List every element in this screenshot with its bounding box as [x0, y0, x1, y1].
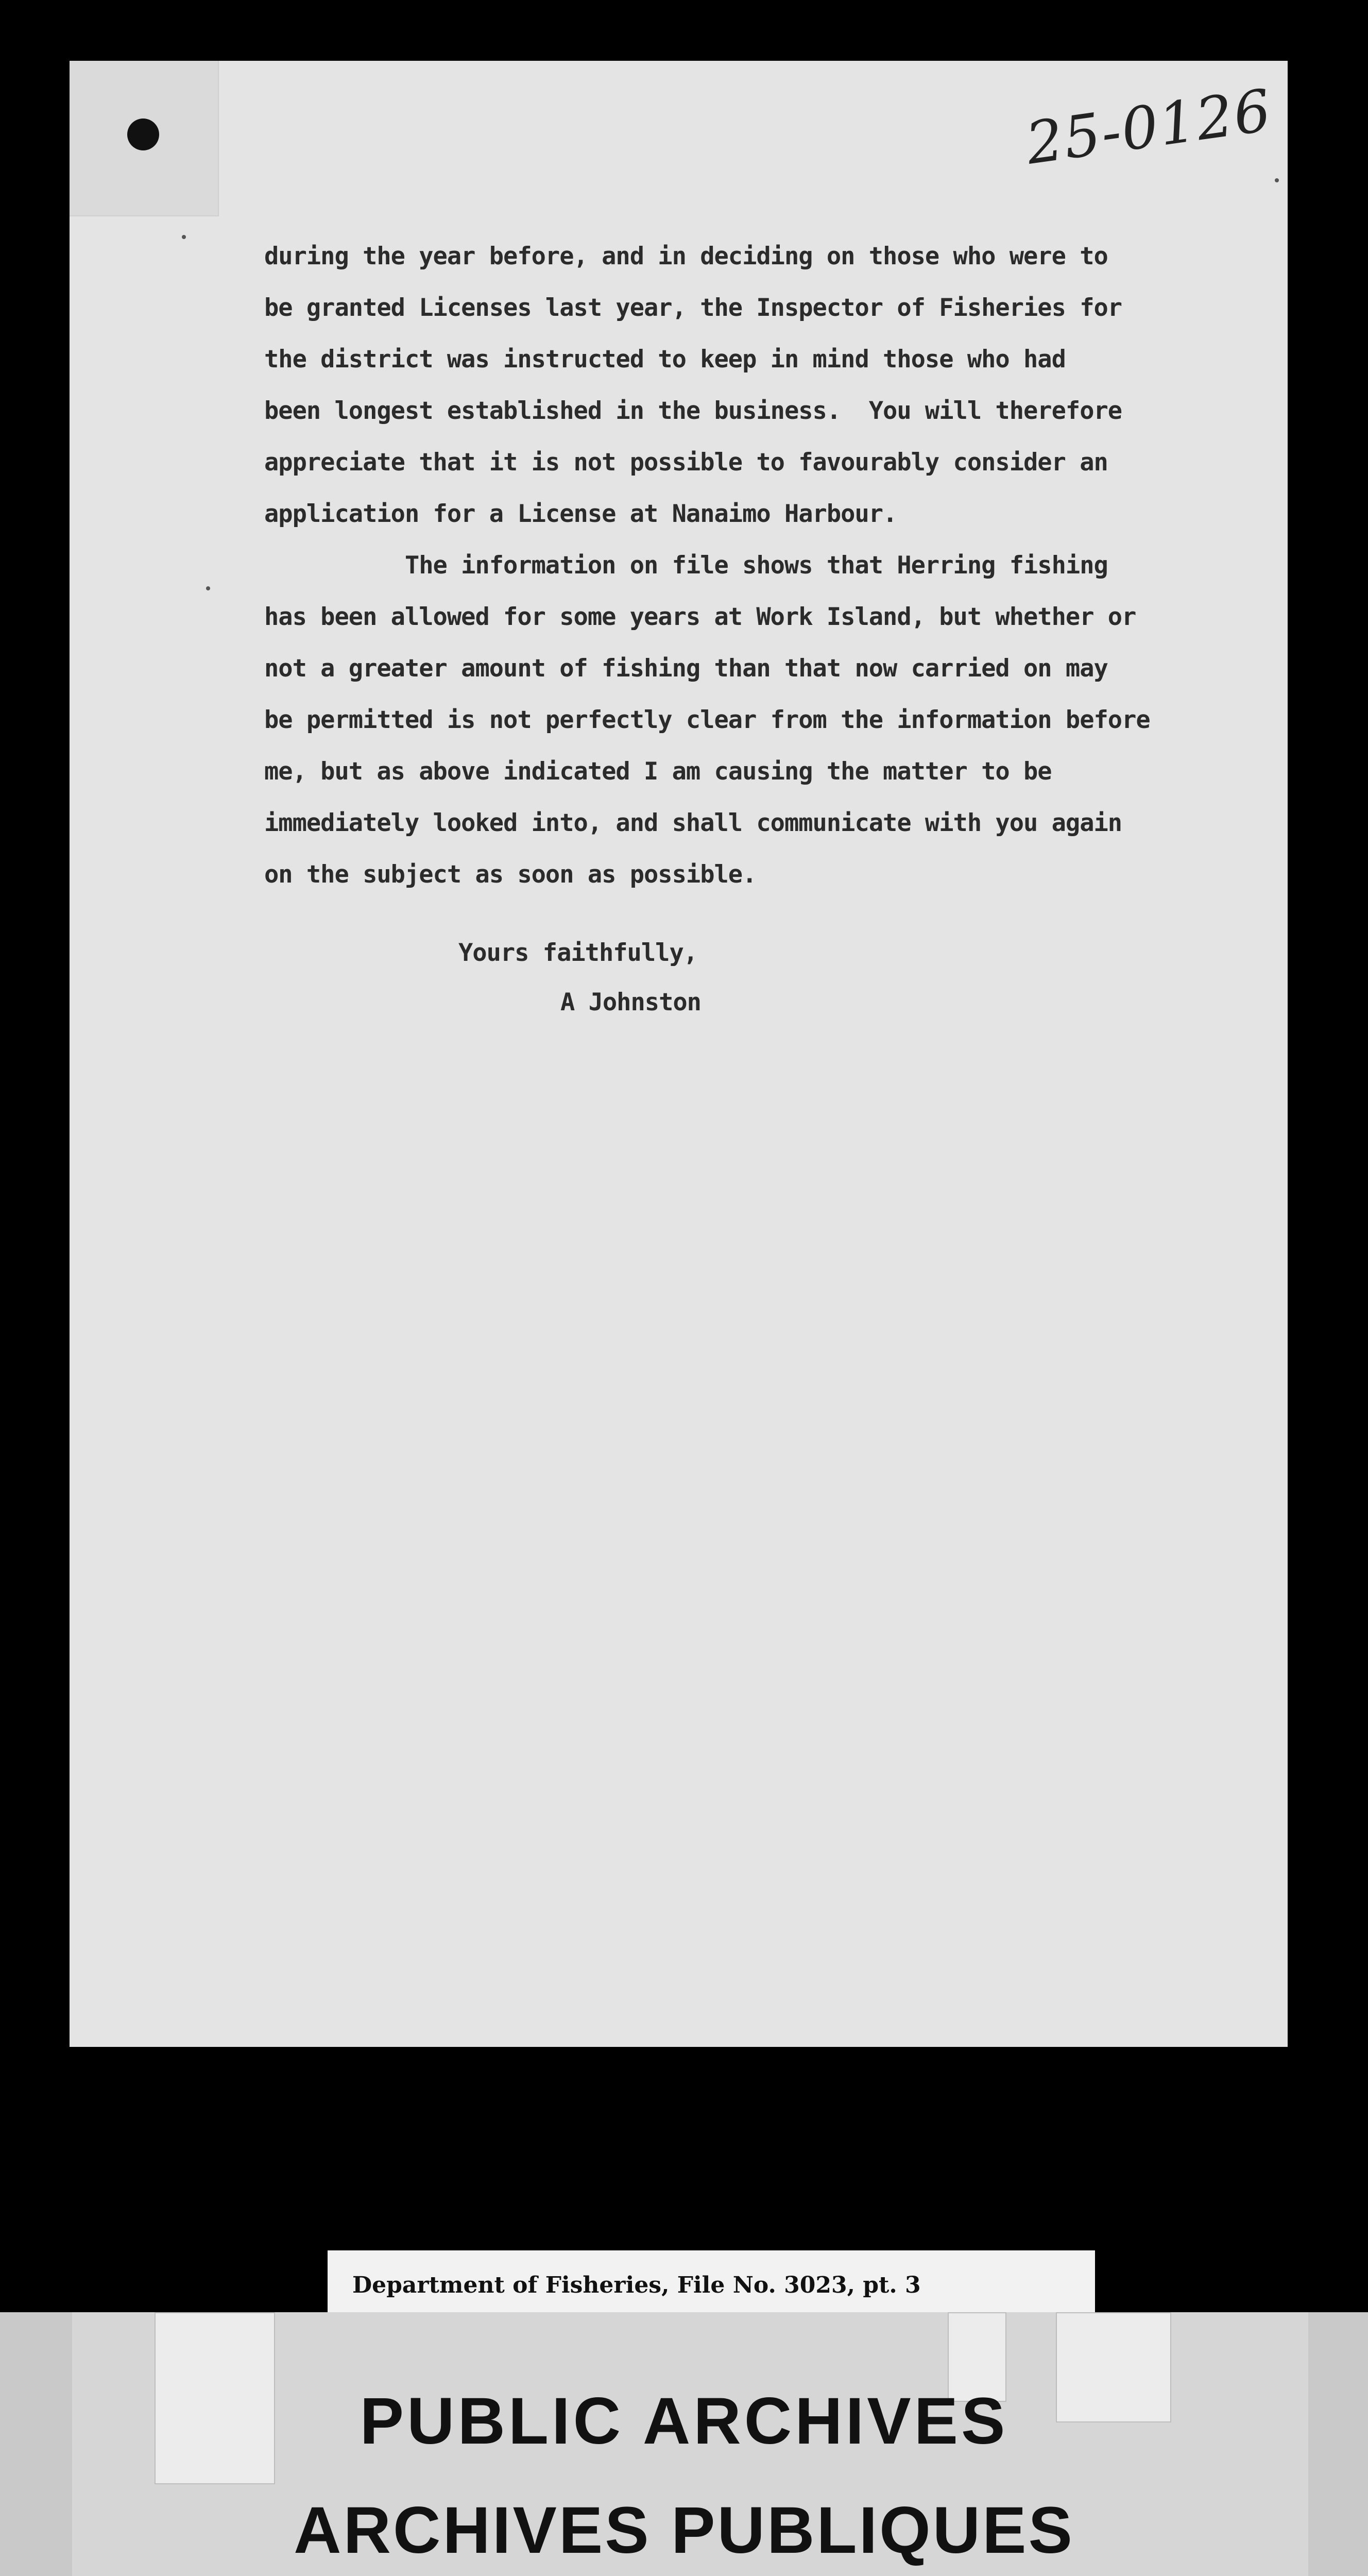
letter-line: immediately looked into, and shall communicate with you again	[264, 809, 1122, 837]
file-label-strip	[328, 2250, 1095, 2312]
letter-page	[70, 61, 1288, 2047]
paper-speck	[1275, 178, 1279, 182]
letter-line: application for a License at Nanaimo Harbour.	[264, 500, 897, 528]
letter-line: during the year before, and in deciding on those who were to	[264, 242, 1108, 270]
paper-speck	[206, 586, 210, 590]
letter-line: has been allowed for some years at Work Island, but whether or	[264, 603, 1136, 631]
letter-line: be granted Licenses last year, the Inspector of Fisheries for	[264, 294, 1122, 322]
letter-line: on the subject as soon as possible.	[264, 860, 757, 889]
handwritten-file-number: 25-0126	[1021, 77, 1276, 178]
letter-line: The information on file shows that Herring fishing	[264, 551, 1108, 580]
letter-line: me, but as above indicated I am causing the matter to be	[264, 757, 1052, 786]
letter-line: appreciate that it is not possible to favourably consider an	[264, 448, 1108, 477]
letter-closing	[458, 928, 701, 1027]
file-label-text: Department of Fisheries, File No. 3023, pt. 3	[352, 2272, 921, 2298]
paper-speck	[182, 235, 186, 239]
stamp-archives-publiques: ARCHIVES PUBLIQUES	[294, 2494, 1074, 2567]
punch-hole	[127, 118, 159, 150]
stamp-public-archives: PUBLIC ARCHIVES	[360, 2384, 1008, 2458]
letter-line: not a greater amount of fishing than that now carried on may	[264, 654, 1108, 683]
letter-body	[264, 231, 1284, 901]
letter-line: the district was instructed to keep in mind those who had	[264, 345, 1066, 374]
closing-phrase: Yours faithfully,	[458, 939, 698, 967]
letter-line: be permitted is not perfectly clear from the information before	[264, 706, 1150, 734]
signature-name: A Johnston	[560, 988, 701, 1016]
page-corner-tab	[70, 61, 219, 216]
letter-line: been longest established in the business. You will therefore	[264, 397, 1122, 425]
